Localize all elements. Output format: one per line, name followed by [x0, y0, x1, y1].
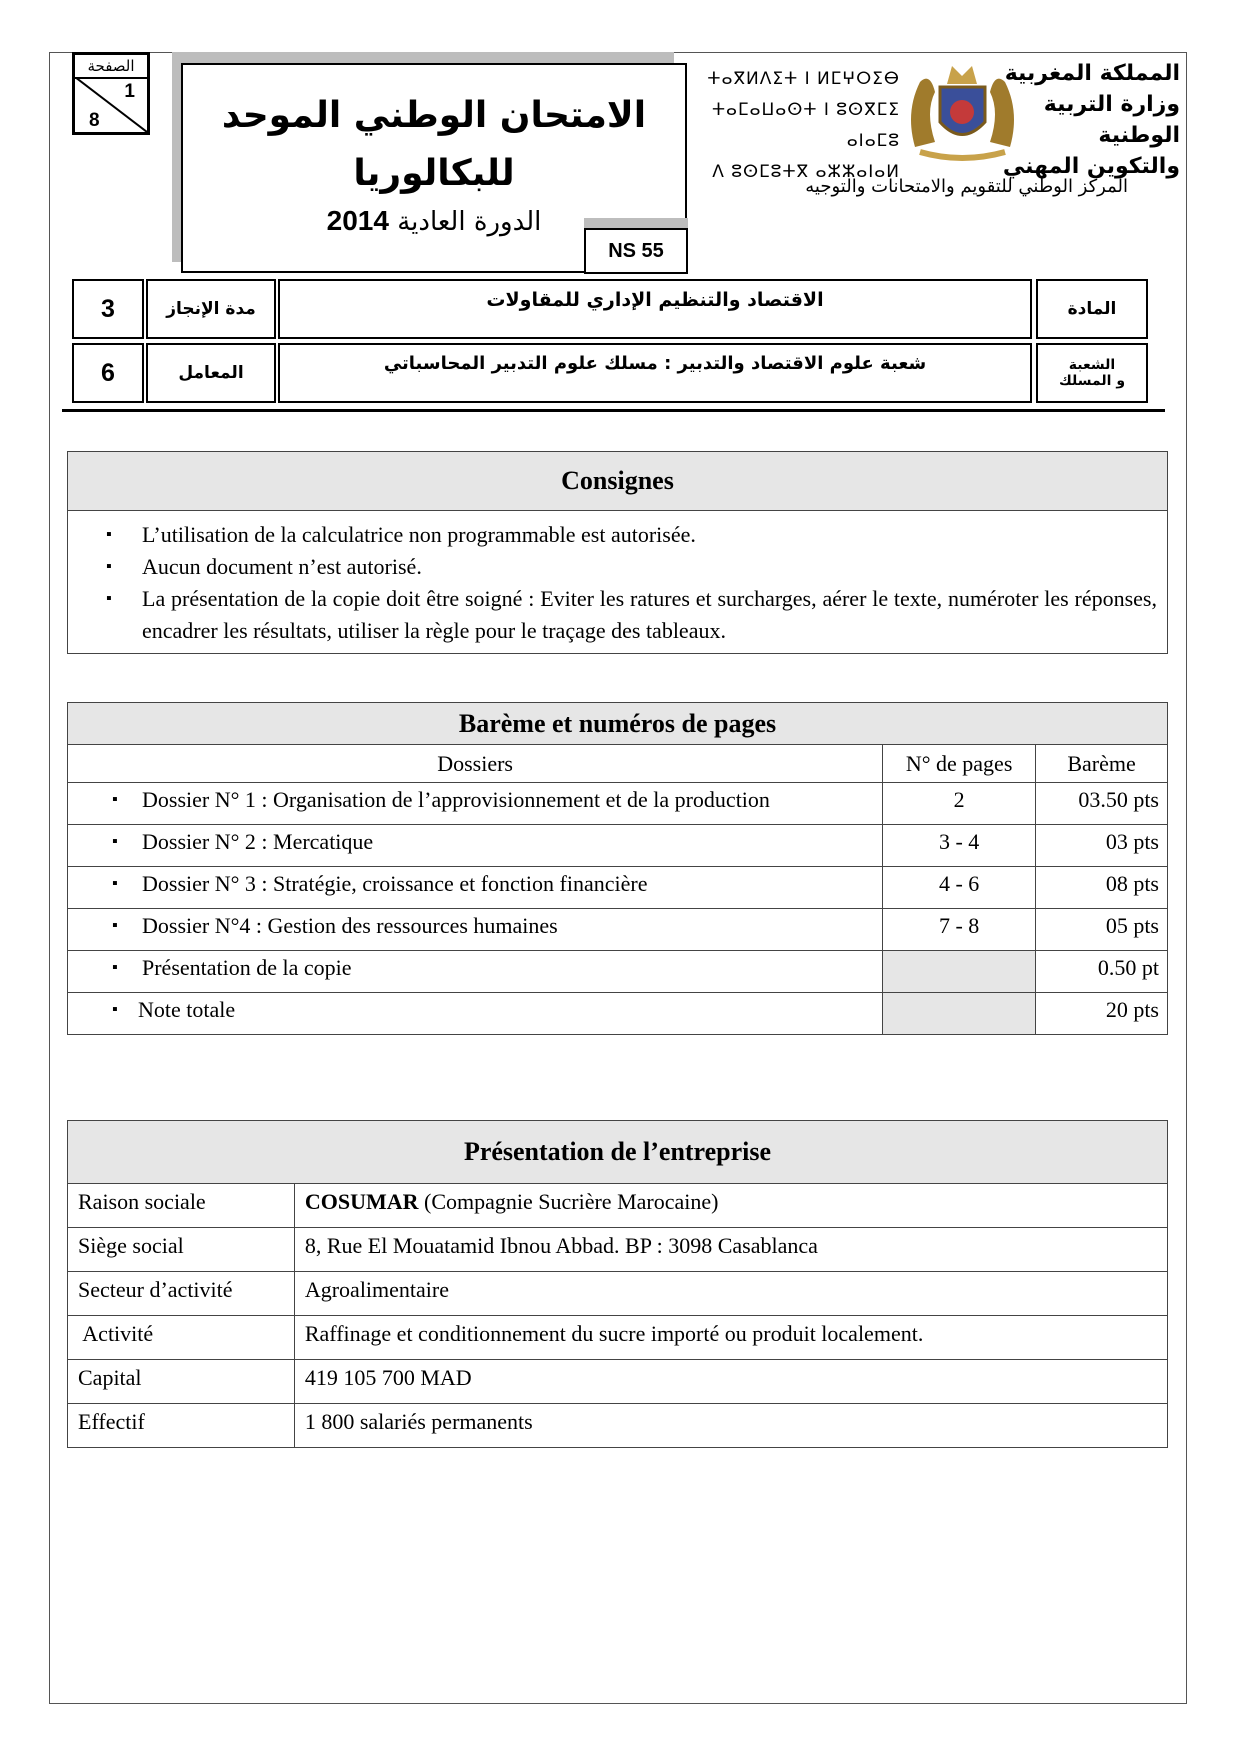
consigne-item: ▪ La présentation de la copie doit être soigné : Eviter les ratures et surcharges, aérer le texte, numéroter les réponses, encadrer les résultats, utiliser la règle pour le traçage des tableaux. [106, 583, 1157, 647]
national-center: المركز الوطني للتقويم والامتحانات والتوجيه [805, 176, 1128, 197]
dossier-text: Présentation de la copie [142, 955, 352, 980]
table-row [68, 1360, 1168, 1404]
points-cell: 20 pts [1036, 993, 1168, 1035]
entreprise-title: Présentation de l’entreprise [68, 1121, 1168, 1184]
exam-title-line2: للبكالوريا [353, 153, 515, 194]
pages-cell: 3 - 4 [883, 825, 1036, 867]
dossier-text: Dossier N° 3 : Stratégie, croissance et fonction financière [142, 871, 648, 896]
dossier-cell [68, 867, 883, 909]
entreprise-label: Siège social [68, 1228, 295, 1272]
dossier-cell [68, 783, 883, 825]
consigne-item: ▪ Aucun document n’est autorisé. [106, 551, 1157, 583]
dossier-cell [68, 993, 883, 1035]
dossier-cell [68, 951, 883, 993]
table-row [68, 783, 1168, 825]
consigne-item: ▪ L’utilisation de la calculatrice non programmable est autorisée. [106, 519, 1157, 551]
duration-label: مدة الإنجاز [146, 279, 276, 339]
table-row [68, 825, 1168, 867]
page-label: الصفحة [75, 55, 147, 79]
pages-cell [883, 951, 1036, 993]
dossier-text: Dossier N°4 : Gestion des ressources humaines [142, 913, 558, 938]
dossier-text: Dossier N° 1 : Organisation de l’approvisionnement et de la production [142, 787, 770, 812]
entreprise-value: 419 105 700 MAD [294, 1360, 1167, 1404]
tifinagh-block [690, 64, 900, 188]
ministry-block [1000, 58, 1180, 182]
pages-cell [883, 993, 1036, 1035]
consignes-list [106, 519, 1157, 647]
branch-label-line2: و المسلك [1059, 373, 1126, 389]
pages-cell: 2 [883, 783, 1036, 825]
exam-title-line1: الامتحان الوطني الموحد [221, 95, 647, 136]
table-row [68, 951, 1168, 993]
coefficient-value: 6 [72, 343, 144, 403]
pages-cell: 7 - 8 [883, 909, 1036, 951]
tifinagh-line2: ⵜⴰⵎⴰⵡⴰⵙⵜ ⵏ ⵓⵙⴳⵎⵉ ⴰⵏⴰⵎⵓ [711, 100, 900, 151]
header-bareme: Barème [1036, 745, 1168, 783]
entreprise-value: Agroalimentaire [294, 1272, 1167, 1316]
duration-value: 3 [72, 279, 144, 339]
header-dossiers: Dossiers [68, 745, 883, 783]
entreprise-value [294, 1184, 1167, 1228]
points-cell: 0.50 pt [1036, 951, 1168, 993]
table-row [68, 1404, 1168, 1448]
page-current: 1 [124, 81, 135, 102]
coefficient-label: المعامل [146, 343, 276, 403]
bareme-title: Barème et numéros de pages [68, 703, 1168, 745]
table-row [68, 1272, 1168, 1316]
header-pages: N° de pages [883, 745, 1036, 783]
branch-label-line1: الشعبة [1068, 357, 1116, 373]
pages-cell: 4 - 6 [883, 867, 1036, 909]
table-row [68, 909, 1168, 951]
table-row [68, 1316, 1168, 1360]
entreprise-label: Activité [68, 1316, 295, 1360]
entreprise-label: Effectif [68, 1404, 295, 1448]
consignes-title: Consignes [68, 452, 1168, 511]
entreprise-value: 8, Rue El Mouatamid Ibnou Abbad. BP : 3098 Casablanca [294, 1228, 1167, 1272]
dossier-cell [68, 825, 883, 867]
consignes-body [68, 511, 1168, 654]
page-number-box [72, 52, 150, 135]
points-cell: 08 pts [1036, 867, 1168, 909]
kingdom-line1: المملكة المغربية [1004, 61, 1180, 86]
bareme-table [67, 702, 1168, 1035]
entreprise-label: Secteur d’activité [68, 1272, 295, 1316]
dossier-text: Dossier N° 2 : Mercatique [142, 829, 374, 854]
points-cell: 03 pts [1036, 825, 1168, 867]
entreprise-value: Raffinage et conditionnement du sucre importé ou produit localement. [294, 1316, 1167, 1360]
kingdom-line3: والتكوين المهني [1002, 154, 1180, 179]
subject-name: الاقتصاد والتنظيم الإداري للمقاولات [278, 279, 1032, 339]
table-row [68, 867, 1168, 909]
points-cell: 03.50 pts [1036, 783, 1168, 825]
header-divider [62, 409, 1165, 412]
tifinagh-line3: ⴷ ⵓⵙⵎⵓⵜⴳ ⴰⵣⵣⴰⵏⴰⵍ [712, 162, 900, 182]
dossier-cell [68, 909, 883, 951]
table-row [68, 1184, 1168, 1228]
branch-name: شعبة علوم الاقتصاد والتدبير : مسلك علوم التدبير المحاسباتي [278, 343, 1032, 403]
company-fullname: (Compagnie Sucrière Marocaine) [418, 1189, 719, 1214]
table-row [68, 993, 1168, 1035]
exam-code: NS 55 [584, 228, 688, 274]
page-total: 8 [89, 110, 100, 131]
consignes-table [67, 451, 1168, 654]
diagonal-divider [75, 77, 147, 132]
tifinagh-line1: ⵜⴰⴳⵍⴷⵉⵜ ⵏ ⵍⵎⵖⵔⵉⴱ [707, 69, 900, 89]
subject-label: المادة [1036, 279, 1148, 339]
entreprise-label: Raison sociale [68, 1184, 295, 1228]
session-year: 2014 [326, 205, 389, 236]
kingdom-line2: وزارة التربية الوطنية [1043, 92, 1180, 148]
dossier-text: Note totale [138, 997, 236, 1022]
session-text: الدورة العادية [397, 207, 542, 237]
entreprise-label: Capital [68, 1360, 295, 1404]
table-row [68, 1228, 1168, 1272]
company-name: COSUMAR [304, 1189, 419, 1214]
branch-label [1036, 343, 1148, 403]
points-cell: 05 pts [1036, 909, 1168, 951]
entreprise-value: 1 800 salariés permanents [294, 1404, 1167, 1448]
entreprise-table [67, 1120, 1168, 1448]
